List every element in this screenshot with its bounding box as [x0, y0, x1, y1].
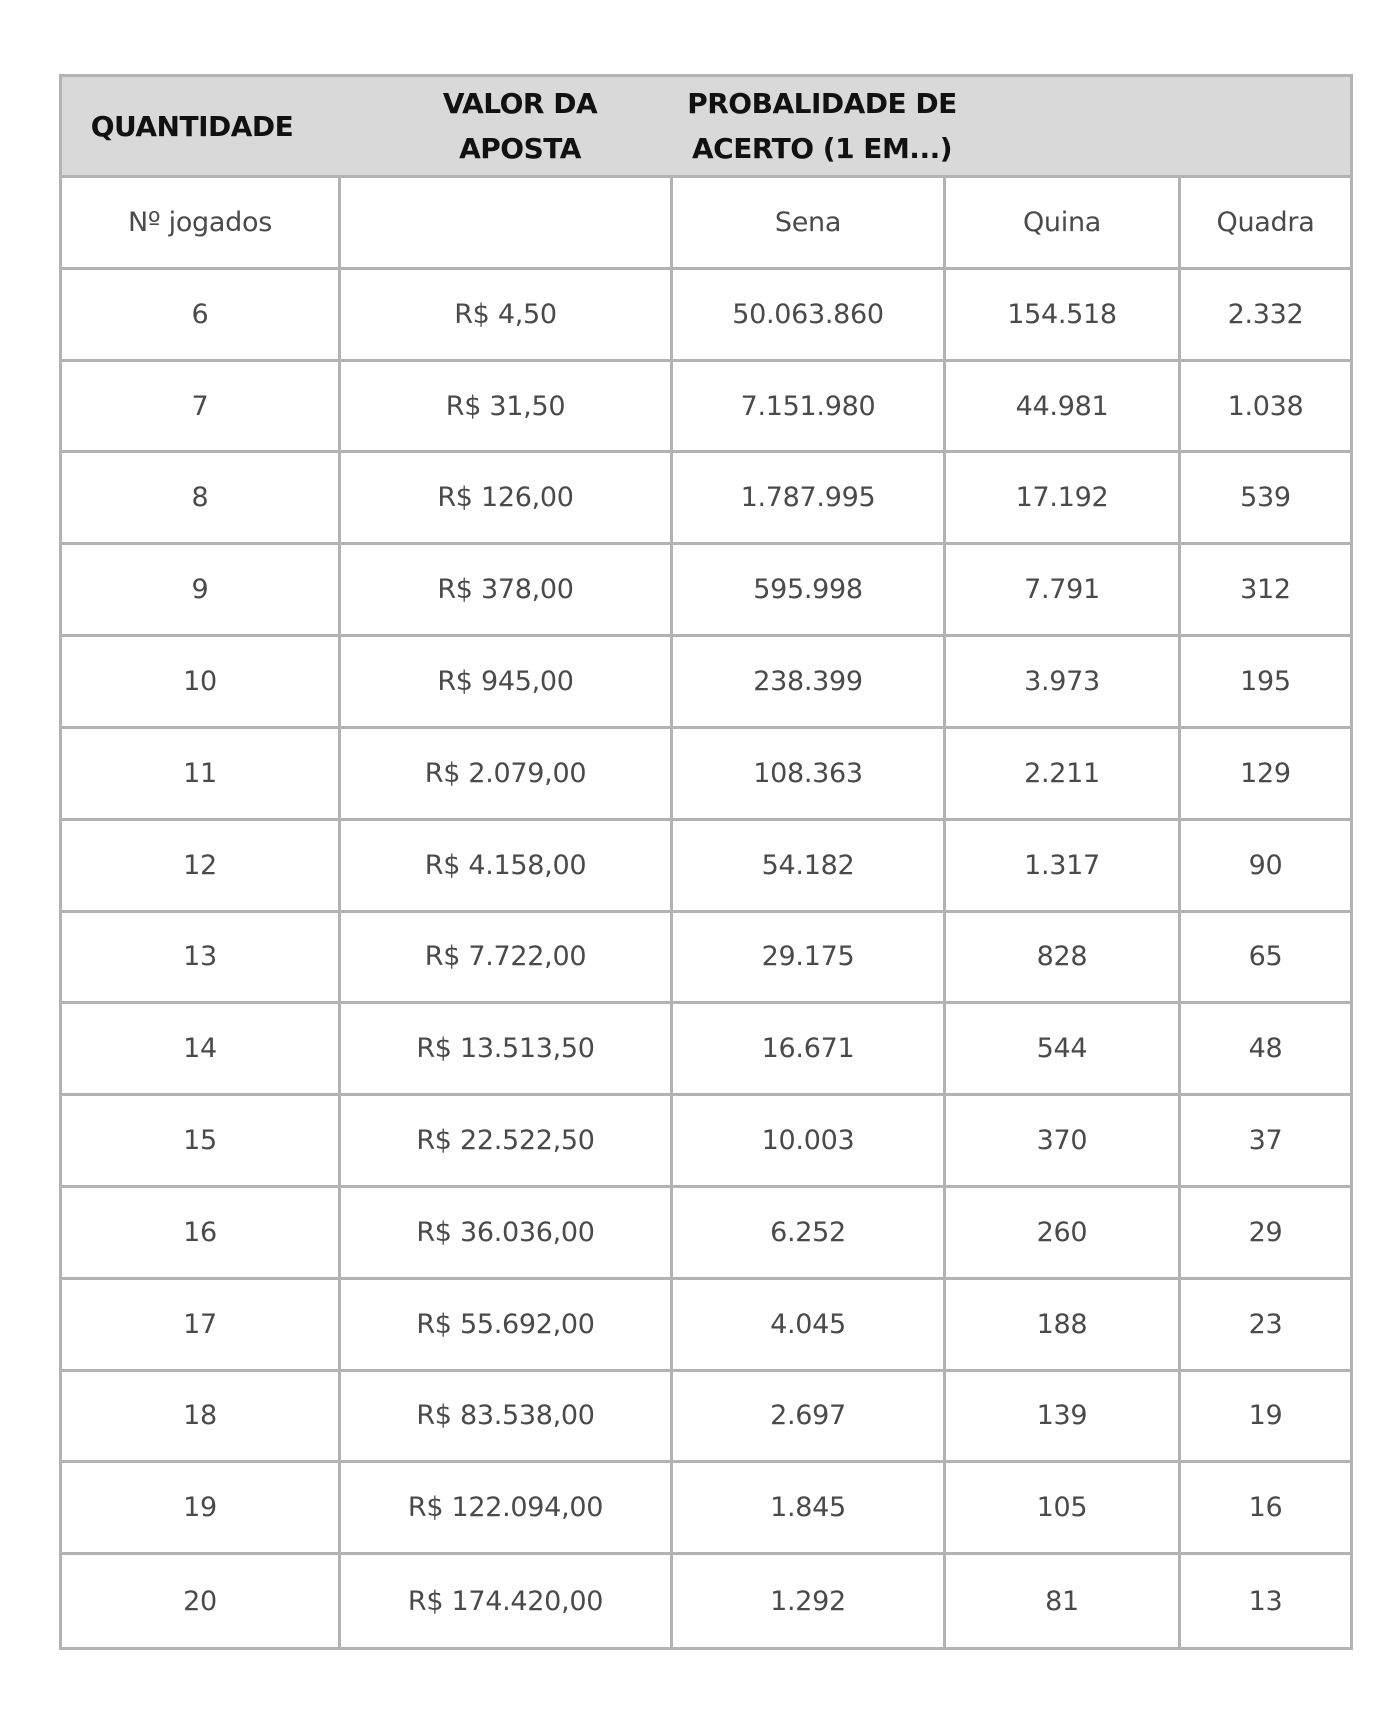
table-header [62, 77, 1350, 178]
quadra-cell: 65 [1181, 913, 1350, 1005]
valor-cell: R$ 122.094,00 [341, 1463, 673, 1555]
sena-cell: 54.182 [673, 821, 946, 913]
sena-cell: 4.045 [673, 1280, 946, 1372]
sena-cell: 238.399 [673, 637, 946, 729]
quina-cell: 17.192 [946, 453, 1181, 545]
sena-cell: 29.175 [673, 913, 946, 1005]
sena-cell: 1.787.995 [673, 453, 946, 545]
sena-cell: 595.998 [673, 545, 946, 637]
quadra-cell: 1.038 [1181, 362, 1350, 454]
subheader-cell: Quadra [1181, 178, 1350, 270]
quantidade-cell: 15 [62, 1096, 341, 1188]
valor-cell: R$ 126,00 [341, 453, 673, 545]
sena-cell: 1.292 [673, 1555, 946, 1647]
subheader-cell [341, 178, 673, 270]
quadra-cell: 129 [1181, 729, 1350, 821]
valor-cell: R$ 55.692,00 [341, 1280, 673, 1372]
quina-cell: 3.973 [946, 637, 1181, 729]
quina-cell: 105 [946, 1463, 1181, 1555]
quadra-cell: 539 [1181, 453, 1350, 545]
quina-cell: 154.518 [946, 270, 1181, 362]
sena-cell: 10.003 [673, 1096, 946, 1188]
valor-cell: R$ 4.158,00 [341, 821, 673, 913]
quantidade-cell: 18 [62, 1372, 341, 1464]
sena-cell: 7.151.980 [673, 362, 946, 454]
table-body [62, 178, 1350, 1647]
sena-cell: 2.697 [673, 1372, 946, 1464]
quadra-cell: 2.332 [1181, 270, 1350, 362]
quina-cell: 44.981 [946, 362, 1181, 454]
quina-cell: 260 [946, 1188, 1181, 1280]
header-quantidade: QUANTIDADE [90, 110, 294, 143]
quantidade-cell: 9 [62, 545, 341, 637]
quadra-cell: 48 [1181, 1004, 1350, 1096]
valor-cell: R$ 7.722,00 [341, 913, 673, 1005]
quantidade-cell: 14 [62, 1004, 341, 1096]
quantidade-cell: 6 [62, 270, 341, 362]
valor-cell: R$ 945,00 [341, 637, 673, 729]
quina-cell: 139 [946, 1372, 1181, 1464]
quantidade-cell: 12 [62, 821, 341, 913]
quina-cell: 2.211 [946, 729, 1181, 821]
sena-cell: 16.671 [673, 1004, 946, 1096]
valor-cell: R$ 13.513,50 [341, 1004, 673, 1096]
quina-cell: 188 [946, 1280, 1181, 1372]
sena-cell: 108.363 [673, 729, 946, 821]
quantidade-cell: 10 [62, 637, 341, 729]
header-probabilidade: PROBALIDADE DE ACERTO (1 EM...) [687, 87, 957, 165]
quadra-cell: 37 [1181, 1096, 1350, 1188]
quadra-cell: 16 [1181, 1463, 1350, 1555]
quadra-cell: 23 [1181, 1280, 1350, 1372]
quantidade-cell: 16 [62, 1188, 341, 1280]
quantidade-cell: 7 [62, 362, 341, 454]
valor-cell: R$ 2.079,00 [341, 729, 673, 821]
quantidade-cell: 8 [62, 453, 341, 545]
quina-cell: 828 [946, 913, 1181, 1005]
valor-cell: R$ 31,50 [341, 362, 673, 454]
quina-cell: 1.317 [946, 821, 1181, 913]
subheader-cell: Sena [673, 178, 946, 270]
valor-cell: R$ 36.036,00 [341, 1188, 673, 1280]
quadra-cell: 312 [1181, 545, 1350, 637]
valor-cell: R$ 378,00 [341, 545, 673, 637]
header-valor-da-aposta: VALOR DA APOSTA [442, 87, 598, 165]
quantidade-cell: 20 [62, 1555, 341, 1647]
quadra-cell: 29 [1181, 1188, 1350, 1280]
quadra-cell: 13 [1248, 1585, 1283, 1617]
subheader-cell: Quina [946, 178, 1181, 270]
quantidade-cell: 19 [62, 1463, 341, 1555]
sena-cell: 6.252 [673, 1188, 946, 1280]
quina-cell: 81 [946, 1555, 1181, 1647]
sena-cell: 1.845 [673, 1463, 946, 1555]
subheader-cell: Nº jogados [62, 178, 341, 270]
valor-cell: R$ 174.420,00 [341, 1555, 673, 1647]
odds-table [59, 74, 1353, 1650]
valor-cell: R$ 22.522,50 [341, 1096, 673, 1188]
quantidade-cell: 17 [62, 1280, 341, 1372]
quantidade-cell: 13 [62, 913, 341, 1005]
quadra-cell: 195 [1181, 637, 1350, 729]
quantidade-cell: 11 [62, 729, 341, 821]
quadra-cell: 90 [1181, 821, 1350, 913]
valor-cell: R$ 83.538,00 [341, 1372, 673, 1464]
valor-cell: R$ 4,50 [341, 270, 673, 362]
quadra-cell: 19 [1181, 1372, 1350, 1464]
quina-cell: 370 [946, 1096, 1181, 1188]
quina-cell: 7.791 [946, 545, 1181, 637]
quina-cell: 544 [946, 1004, 1181, 1096]
sena-cell: 50.063.860 [673, 270, 946, 362]
